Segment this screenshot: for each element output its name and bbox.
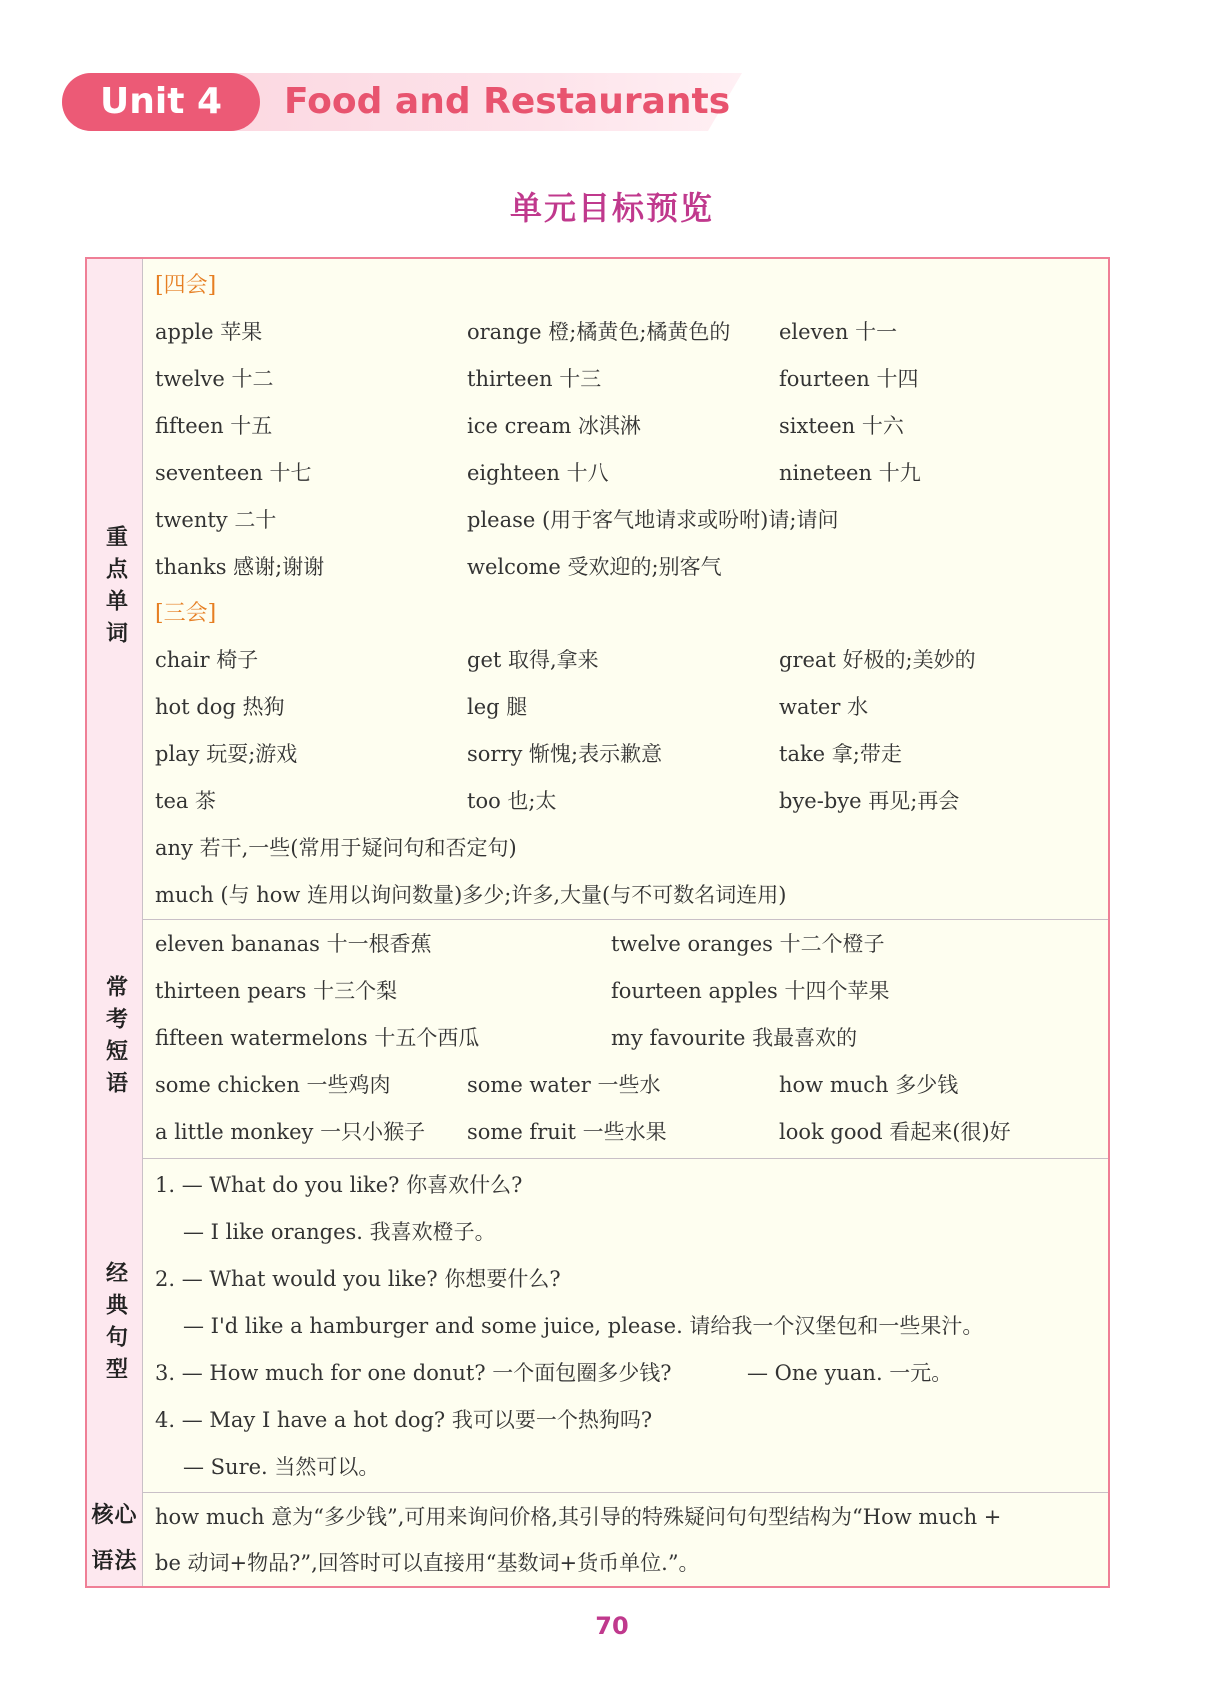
sentence-line: 2. — What would you like? 你想要什么? (155, 1267, 561, 1291)
sentences-section (87, 1158, 1108, 1493)
phrase-row (155, 1070, 959, 1100)
vocab-section (87, 259, 1108, 920)
phrase-item: fifteen watermelons 十五个西瓜 (155, 1026, 480, 1050)
vocab-word: leg 腿 (467, 695, 528, 719)
grammar-label-line: 核心 (91, 1503, 138, 1528)
phrase-item: some water 一些水 (467, 1073, 661, 1097)
sentence-line: — I like oranges. 我喜欢橙子。 (183, 1220, 496, 1244)
sentence-question: 3. — How much for one donut? 一个面包圈多少钱? (155, 1361, 672, 1385)
page-heading: 单元目标预览 (509, 189, 714, 227)
vocab-row (155, 645, 976, 675)
vocab-word: tea 茶 (155, 789, 217, 813)
three-skill-tag: [三会] (155, 601, 217, 626)
grammar-line: how much 意为“多少钱”,可用来询问价格,其引导的特殊疑问句句型结构为“How much + (155, 1505, 1002, 1529)
vocab-row: any 若干,一些(常用于疑问句和否定句) (155, 836, 517, 860)
phrase-item: my favourite 我最喜欢的 (611, 1026, 858, 1050)
vocab-word: great 好极的;美妙的 (779, 648, 976, 672)
vocab-word: fifteen 十五 (155, 414, 273, 438)
unit-title: Food and Restaurants (284, 81, 731, 122)
phrases-label: 常考短语 (87, 919, 143, 1158)
phrase-row (155, 976, 890, 1006)
vocab-word: twelve 十二 (155, 367, 274, 391)
vocab-row (155, 458, 921, 488)
vocab-word: fourteen 十四 (779, 367, 919, 391)
vocab-word: get 取得,拿来 (467, 648, 599, 672)
sentence-line (155, 1358, 953, 1388)
vocab-row (155, 739, 902, 769)
phrase-item: a little monkey 一只小猴子 (155, 1120, 426, 1144)
vocab-word: nineteen 十九 (779, 461, 921, 485)
vocab-row (155, 786, 960, 816)
grammar-section (87, 1492, 1108, 1586)
vocab-word: water 水 (779, 695, 869, 719)
vocab-word: bye-bye 再见;再会 (779, 789, 960, 813)
unit-label: Unit 4 (62, 73, 260, 131)
phrase-row (155, 1023, 858, 1053)
vocab-word: play 玩耍;游戏 (155, 742, 298, 766)
vocab-word: take 拿;带走 (779, 742, 902, 766)
vocab-row (155, 692, 869, 722)
phrase-row (155, 929, 885, 959)
vocab-word: ice cream 冰淇淋 (467, 414, 641, 438)
grammar-line: be 动词+物品?”,回答时可以直接用“基数词+货币单位.”。 (155, 1551, 700, 1575)
phrase-item: thirteen pears 十三个梨 (155, 979, 398, 1003)
phrase-item: fourteen apples 十四个苹果 (611, 979, 890, 1003)
four-skill-tag: [四会] (155, 273, 217, 298)
sentence-answer: — One yuan. 一元。 (747, 1361, 953, 1385)
vocab-word: sorry 惭愧;表示歉意 (467, 742, 663, 766)
vocab-word: thanks 感谢;谢谢 (155, 555, 325, 579)
vocab-word: orange 橙;橘黄色;橘黄色的 (467, 320, 731, 344)
vocab-word: eleven 十一 (779, 320, 898, 344)
vocab-word: thirteen 十三 (467, 367, 602, 391)
grammar-label-line: 语法 (91, 1549, 138, 1574)
sentence-line: 1. — What do you like? 你喜欢什么? (155, 1173, 523, 1197)
phrases-section (87, 919, 1108, 1159)
phrase-item: some chicken 一些鸡肉 (155, 1073, 391, 1097)
vocab-word: please (用于客气地请求或吩咐)请;请问 (467, 508, 839, 532)
vocab-word: sixteen 十六 (779, 414, 904, 438)
vocab-row (155, 317, 898, 347)
grammar-label (87, 1492, 143, 1586)
vocab-label: 重点单词 (87, 259, 143, 919)
phrase-item: some fruit 一些水果 (467, 1120, 667, 1144)
vocab-row (155, 364, 919, 394)
vocab-word: chair 椅子 (155, 648, 259, 672)
page-number: 70 (595, 1612, 629, 1640)
phrase-item: how much 多少钱 (779, 1073, 959, 1097)
vocab-word: eighteen 十八 (467, 461, 609, 485)
vocab-word: seventeen 十七 (155, 461, 312, 485)
vocab-word: twenty 二十 (155, 508, 277, 532)
vocab-word: too 也;太 (467, 789, 557, 813)
phrase-item: look good 看起来(很)好 (779, 1120, 1011, 1144)
vocab-word: apple 苹果 (155, 320, 263, 344)
sentence-line: 4. — May I have a hot dog? 我可以要一个热狗吗? (155, 1408, 653, 1432)
vocab-row (155, 411, 904, 441)
phrase-row (155, 1117, 1011, 1147)
preview-table (85, 257, 1110, 1588)
sentence-line: — I'd like a hamburger and some juice, please. 请给我一个汉堡包和一些果汁。 (183, 1314, 984, 1338)
sentences-label: 经典句型 (87, 1158, 143, 1492)
vocab-word: hot dog 热狗 (155, 695, 285, 719)
vocab-row (155, 505, 839, 535)
phrase-item: twelve oranges 十二个橙子 (611, 932, 885, 956)
unit-banner (62, 73, 742, 131)
vocab-row: much (与 how 连用以询问数量)多少;许多,大量(与不可数名词连用) (155, 883, 787, 907)
vocab-row (155, 552, 722, 582)
sentence-line: — Sure. 当然可以。 (183, 1455, 380, 1479)
vocab-word: welcome 受欢迎的;别客气 (467, 555, 722, 579)
phrase-item: eleven bananas 十一根香蕉 (155, 932, 432, 956)
